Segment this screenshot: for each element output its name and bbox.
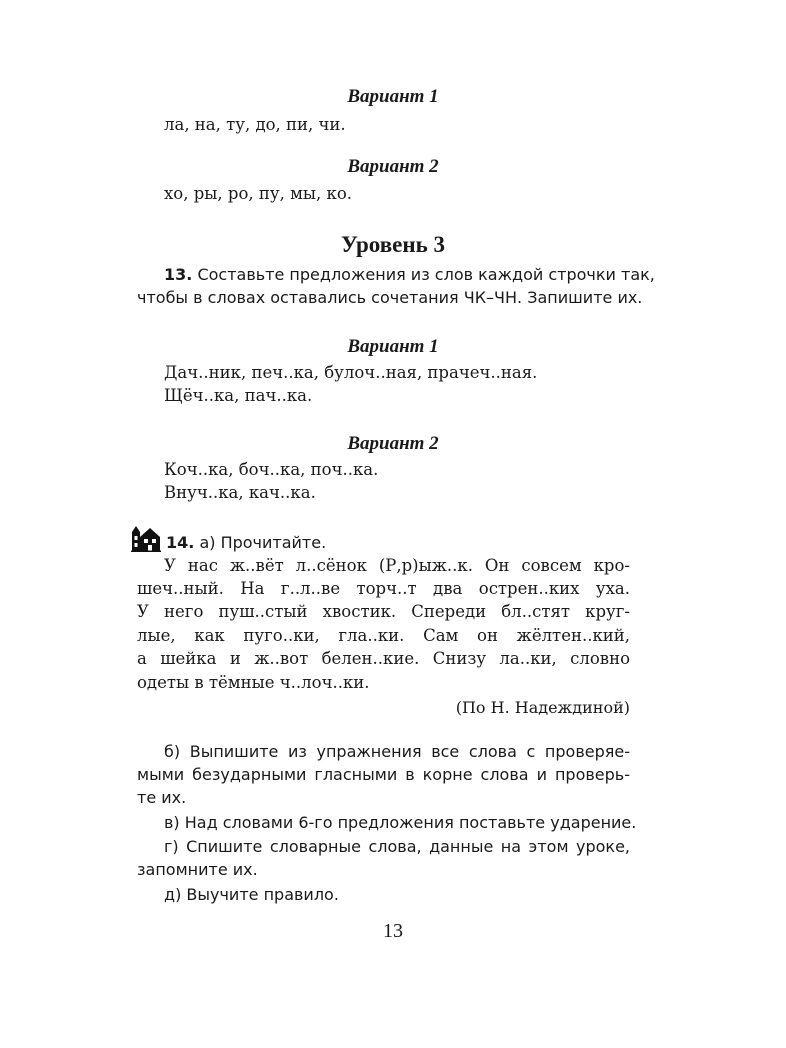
exercise-14-number: 14. bbox=[166, 533, 195, 552]
exercise-14-task-v: в) Над словами 6-го предложения поставьте ударение. bbox=[164, 813, 637, 832]
exercise-14-task-b-line-1: б) Выпишите из упражнения все слова с проверяе- bbox=[164, 742, 630, 761]
exercise-13-instruction-line-1 bbox=[164, 265, 655, 284]
house-icon bbox=[131, 524, 161, 552]
exercise-14-task-g-line-2: запомните их. bbox=[137, 860, 258, 879]
page-number: 13 bbox=[383, 920, 403, 942]
exercise-14-text-line-4: лые, как пуго..ки, гла..ки. Сам он жёлтен..кий, bbox=[137, 626, 630, 645]
exercise-14-task-g-line-1: г) Спишите словарные слова, данные на этом уроке, bbox=[164, 837, 630, 856]
exercise-14-attribution: (По Н. Надеждиной) bbox=[455, 698, 630, 717]
exercise-14-task-a: а) Прочитайте. bbox=[199, 533, 327, 552]
exercise-13-variant-2-line-1: Коч..ка, боч..ка, поч..ка. bbox=[164, 460, 379, 479]
exercise-13-variant-2-heading: Вариант 2 bbox=[347, 433, 439, 454]
exercise-13-variant-1-heading: Вариант 1 bbox=[347, 336, 439, 357]
exercise-14-text-line-6: одеты в тёмные ч..лоч..ки. bbox=[137, 673, 370, 692]
variant-1-syllables: ла, на, ту, до, пи, чи. bbox=[164, 115, 346, 134]
exercise-13-variant-1-line-1: Дач..ник, печ..ка, булоч..ная, прачеч..ная. bbox=[164, 363, 538, 382]
exercise-13-instruction-line-2: чтобы в словах оставались сочетания ЧК–ЧН. Запишите их. bbox=[137, 288, 643, 307]
exercise-13-variant-1-line-2: Щёч..ка, пач..ка. bbox=[164, 386, 313, 405]
exercise-13-variant-2-line-2: Внуч..ка, кач..ка. bbox=[164, 483, 316, 502]
exercise-14-text-line-3: У него пуш..стый хвостик. Спереди бл..стят круг- bbox=[137, 602, 630, 621]
exercise-14-text-line-2: шеч..ный. На г..л..ве торч..т два острен..ких уха. bbox=[137, 579, 630, 598]
exercise-14-task-d: д) Выучите правило. bbox=[164, 885, 339, 904]
variant-1-heading: Вариант 1 bbox=[347, 86, 439, 107]
exercise-13-number: 13. bbox=[164, 265, 193, 284]
exercise-14-text-line-1: У нас ж..вёт л..сёнок (Р,р)ыж..к. Он совсем кро- bbox=[164, 556, 630, 575]
exercise-13-text-1: Составьте предложения из слов каждой строчки так, bbox=[197, 265, 655, 284]
exercise-14-task-b-line-2: мыми безударными гласными в корне слова и проверь- bbox=[137, 765, 630, 784]
exercise-14-task-b-line-3: те их. bbox=[137, 788, 187, 807]
variant-2-heading: Вариант 2 bbox=[347, 156, 439, 177]
variant-2-syllables: хо, ры, ро, пу, мы, ко. bbox=[164, 184, 353, 203]
level-title: Уровень 3 bbox=[340, 232, 445, 257]
exercise-14-task-a-line bbox=[166, 533, 326, 552]
exercise-14-text-line-5: а шейка и ж..вот белен..кие. Снизу ла..ки, словно bbox=[137, 649, 630, 668]
